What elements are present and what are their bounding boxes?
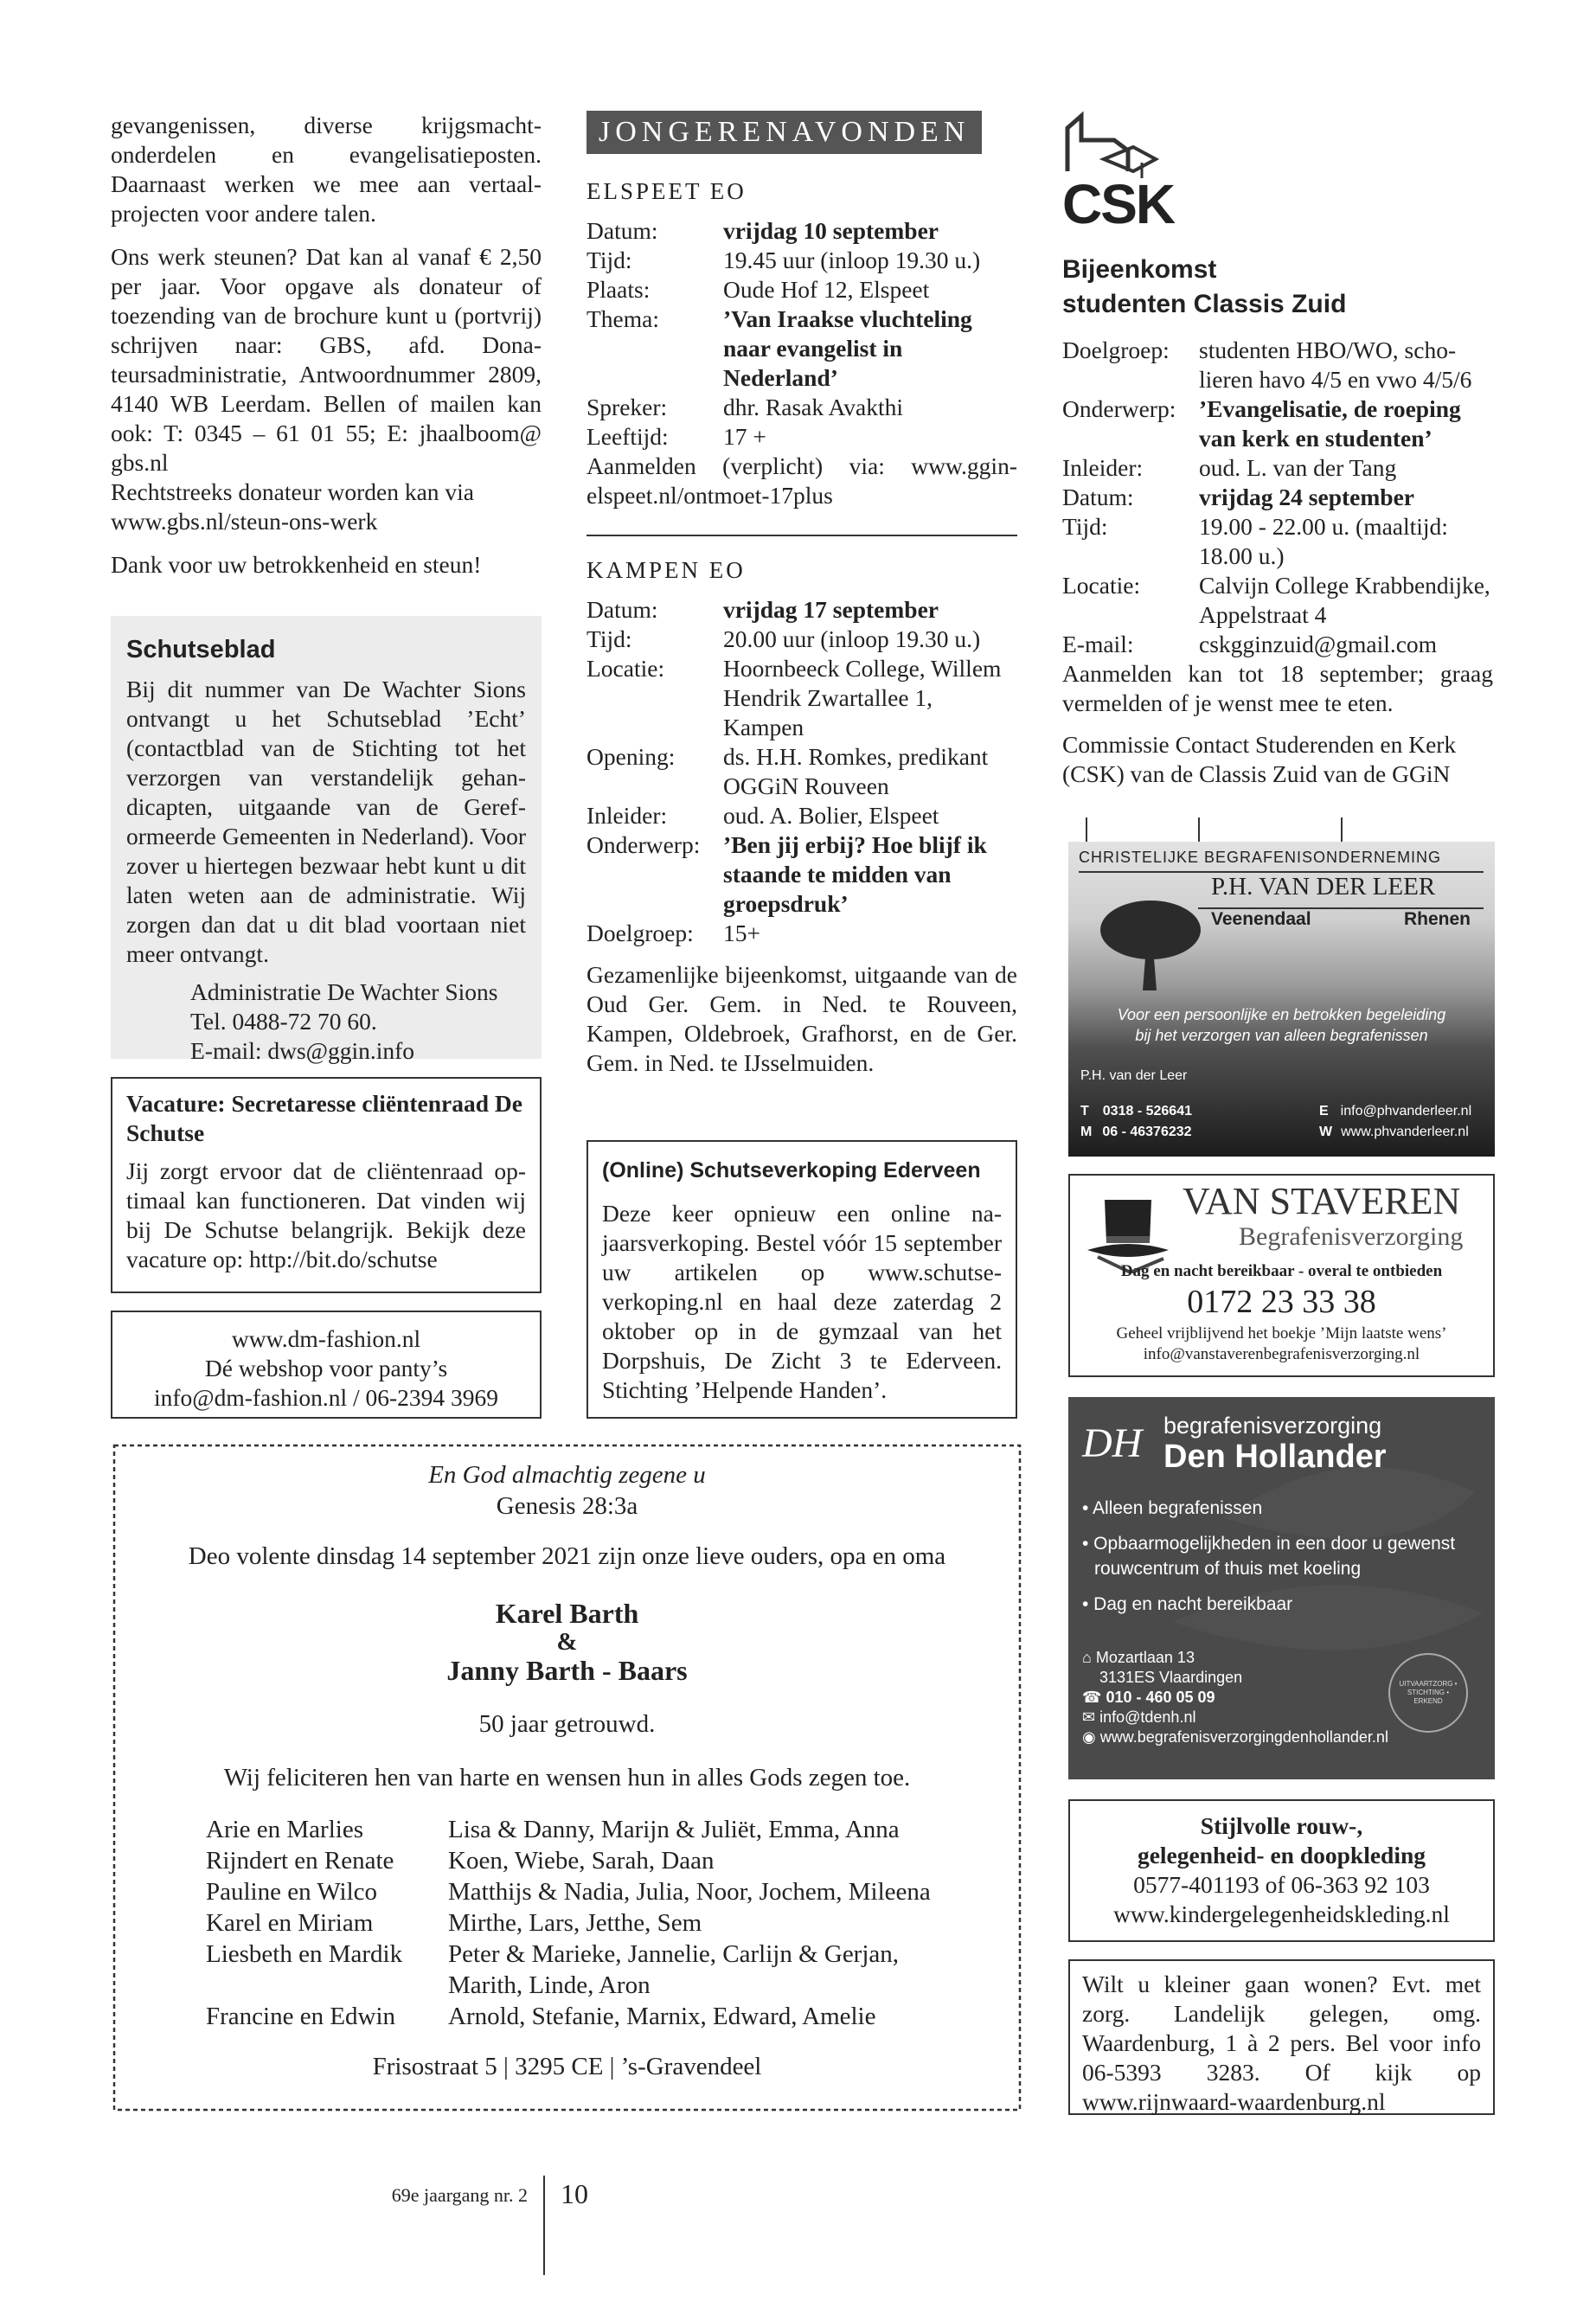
kampen-row [586,742,1017,801]
kampen-row [586,625,1017,654]
vanderleer-city1: Veenendaal [1211,909,1311,929]
csk-wordmark: CSK [1062,173,1175,235]
anniversary-verse: En God almachtig zegene u [428,1461,706,1489]
web-label: W [1319,1125,1333,1139]
seal-text: UITVAARTZORG • STICHTING • ERKEND [1399,1680,1458,1705]
vacature-title: Vacature: Secretaresse cliëntenraad De Schutse [126,1090,522,1146]
address-line-1: Mozartlaan 13 [1095,1649,1195,1666]
anniversary-wish: Wij feliciteren hen van harte en wensen hun in alles Gods zegen toe. [223,1764,911,1791]
kampen-row [586,801,1017,830]
kampen-section [586,555,1017,1078]
elspeet-aanmelden: Aanmelden (verplicht) via: www.gginelspeet.nl/ontmoet-17plus [586,452,1017,509]
elspeet-row [586,393,1017,422]
anniversary-address: Frisostraat 5 | 3295 CE | ’s-Gravendeel [372,2053,762,2080]
kampen-value: 20.00 uur (inloop 19.30 u.) [723,625,981,652]
csk-event-title: Bijeenkomst studenten Classis Zuid [1062,255,1347,318]
elspeet-value: dhr. Rasak Avakthi [723,394,904,420]
csk-value: cskgginzuid@gmail.com [1199,631,1438,657]
kampen-row [586,654,1017,742]
column-left [111,111,542,580]
anniversary-years: 50 jaar getrouwd. [478,1710,656,1738]
kampen-row [586,830,1017,919]
bullet-2: • Opbaarmogelijkheden in een door u gewenst rouwcentrum of thuis met koeling [1082,1534,1456,1579]
kampen-value: ds. H.H. Romkes, predikant OGGiN Rouveen [723,743,989,799]
denhollander-bullets [1082,1496,1480,1617]
web-value[interactable]: www.phvanderleer.nl [1341,1125,1469,1139]
jongerenavonden-header: JONGERENAVONDEN [586,111,982,154]
kampen-label: Doelgroep: [586,920,694,946]
vanderleer-slogan2: bij het verzorgen van alleen begrafenissen [1135,1027,1428,1044]
footer-volume: 69e jaargang nr. 2 [391,2184,528,2206]
elspeet-label: Plaats: [586,276,651,303]
vanstaveren-phone[interactable]: 0172 23 33 38 [1187,1284,1376,1320]
csk-label: Datum: [1062,484,1134,510]
vanstaveren-ad [1068,1174,1495,1377]
dmfashion-contact: info@dm-fashion.nl / 06-2394 3969 [153,1384,499,1411]
email-label: E [1319,1104,1329,1118]
elspeet-details [586,216,1017,452]
elspeet-label: Tijd: [586,247,632,273]
top-hat-icon [1080,1191,1176,1273]
family-table [206,1814,933,2032]
kampen-label: Locatie: [586,655,665,682]
kampen-label: Opening: [586,743,676,770]
vanderleer-slogan1: Voor een persoonlijke en betrokken begeleiding [1117,1006,1446,1023]
family-row [206,2001,933,2032]
family-couple: Arie en Marlies [206,1816,363,1843]
vanderleer-ad [1068,817,1495,1157]
csk-label: Onderwerp: [1062,395,1176,422]
csk-commissie: Commissie Contact Studerenden en Kerk (CSK) van de Classis Zuid van de GGiN [1062,731,1457,787]
phone-value[interactable]: 0318 - 526641 [1102,1104,1192,1118]
family-children: Peter & Marieke, Jannelie, Carlijn & Gerjan, Marith, Linde, Aron [448,1940,900,1999]
thanks-line: Dank voor uw betrokkenheid en steun! [111,551,482,578]
vanderleer-online [1319,1101,1471,1143]
phone-icon: ☎ [1082,1689,1102,1706]
footer-divider [543,2176,545,2275]
bullet-3: • Dag en nacht bereikbaar [1082,1594,1293,1614]
family-row [206,1939,933,2001]
kleding-ad [1068,1799,1495,1942]
csk-row [1062,571,1493,630]
schutseblad-body: Bij dit nummer van De Wachter Sions ontvangt u het Schutseblad ’Echt’ (contactblad van de Stichting tot het verzorgen van verstandelijk gehandicapten, uitgaande van de Gereformeerde Gemeenten in Nederland). Voor zover u hiertegen bezwaar hebt kunt u dit laten weten aan de administratie. Wij zorgen dan dat u dit blad voortaan niet meer ontvangt. [126,676,526,967]
kampen-title: KAMPEN EO [586,557,746,583]
mobile-value[interactable]: 06 - 46376232 [1102,1125,1192,1139]
vanderleer-person: P.H. van der Leer [1080,1068,1188,1083]
family-couple: Liesbeth en Mardik [206,1940,403,1968]
csk-label: Locatie: [1062,572,1141,599]
kampen-row [586,595,1017,625]
vanstaveren-line: Dag en nacht bereikbaar - overal te ontbieden [1120,1262,1443,1280]
vacature-box [111,1077,542,1293]
kleding-web[interactable]: www.kindergelegenheidskleding.nl [1113,1900,1450,1927]
globe-icon: ◉ [1082,1728,1096,1746]
kampen-row [586,919,1017,948]
anniversary-intro: Deo volente dinsdag 14 september 2021 zijn onze lieve ouders, opa en oma [188,1542,946,1570]
elspeet-row [586,304,1017,393]
csk-label: Tijd: [1062,513,1108,540]
csk-row [1062,630,1493,659]
dmfashion-tagline: Dé webshop voor panty’s [204,1355,448,1381]
kampen-label: Inleider: [586,802,668,829]
elspeet-row [586,422,1017,452]
csk-label: Doelgroep: [1062,336,1170,363]
schutseblad-box [111,616,542,1064]
kleding-phones: 0577-401193 of 06-363 92 103 [1133,1871,1430,1898]
csk-value: ’Evangelisatie, de roeping van kerk en studenten’ [1199,395,1461,452]
family-couple: Rijndert en Renate [206,1847,394,1875]
vanstaveren-name: VAN STAVEREN [1183,1180,1461,1222]
csk-aanmelden: Aanmelden kan tot 18 september; graag vermelden of je wenst mee te eten. [1062,660,1493,716]
elspeet-label: Thema: [586,305,659,332]
kampen-value: ’Ben jij erbij? Hoe blijf ik staande te midden van groepsdruk’ [723,831,987,917]
family-row [206,1845,933,1876]
elspeet-label: Leeftijd: [586,423,669,450]
csk-label: E-mail: [1062,631,1134,657]
csk-row [1062,512,1493,571]
bullet-1: • Alleen begrafenissen [1082,1498,1263,1518]
vanstaveren-sub: Begrafenisverzorging [1239,1222,1464,1251]
mobile-label: M [1080,1125,1093,1139]
family-couple: Francine en Edwin [206,2003,396,2030]
vanderleer-phones [1080,1101,1192,1143]
phone-label: T [1080,1104,1089,1118]
csk-row [1062,394,1493,453]
elspeet-title: ELSPEET EO [586,178,747,204]
anniversary-ref: Genesis 28:3a [496,1492,638,1520]
kleding-title: Stijlvolle rouw-, gelegenheid- en doopkleding [1137,1812,1426,1868]
column-right [1062,111,1493,789]
intro-paragraph: gevangenissen, diverse krijgsmachtonderdelen en evangelisatieposten. Daarnaast werken we mee aan vertaalprojecten voor andere talen. [111,112,542,227]
schutseblad-tel: Tel. 0488-72 70 60. [190,1008,377,1035]
wonen-ad [1068,1959,1495,2115]
family-children: Matthijs & Nadia, Julia, Noor, Jochem, Mileena [448,1878,931,1906]
support-paragraph: Ons werk steunen? Dat kan al vanaf € 2,50 per jaar. Voor opgave als donateur of toezending van de brochure kunt u (portvrij) schrijven naar: GBS, afd. Donateursadministratie, Antwoordnummer 2809, 4140 WB Leerdam. Bellen of mailen kan ook: T: 0345 – 61 01 55; E: jhaalboom@ gbs.nl [111,243,542,476]
schutseblad-email[interactable]: E-mail: dws@ggin.info [190,1037,415,1064]
kampen-label: Datum: [586,596,658,623]
family-children: Mirthe, Lars, Jetthe, Sem [448,1909,702,1937]
denhollander-sub: begrafenisverzorging [1163,1413,1382,1439]
elspeet-value: Oude Hof 12, Elspeet [723,276,930,303]
csk-label: Inleider: [1062,454,1144,481]
vanderleer-city2: Rhenen [1404,909,1471,929]
section-divider [586,535,1017,536]
kampen-label: Onderwerp: [586,831,701,858]
csk-value: Calvijn College Krabbendijke, Appelstraat 4 [1199,572,1490,628]
family-couple: Karel en Miriam [206,1909,374,1937]
kampen-value: Hoornbeeck College, Willem Hendrik Zwartallee 1, Kampen [723,655,1002,740]
elspeet-value: vrijdag 10 september [723,217,939,244]
family-children: Arnold, Stefanie, Marnix, Edward, Amelie [448,2003,876,2030]
csk-row [1062,453,1493,483]
anniversary-name2: Janny Barth - Baars [446,1655,688,1686]
vanderleer-name: P.H. VAN DER LEER [1211,873,1436,901]
dmfashion-box [111,1311,542,1419]
address-line-2: 3131ES Vlaardingen [1099,1669,1243,1686]
schutseblad-title: Schutseblad [126,636,276,663]
csk-value: 19.00 - 22.00 u. (maaltijd: 18.00 u.) [1199,513,1448,569]
denhollander-web[interactable]: www.begrafenisverzorgingdenhollander.nl [1099,1728,1388,1746]
family-children: Lisa & Danny, Marijn & Juliët, Emma, Anna [448,1816,900,1843]
csk-row [1062,483,1493,512]
wonen-text: Wilt u kleiner gaan wonen? Evt. met zorg. Landelijk gelegen, omg. Waardenburg, 1 à 2 pers. Bel voor info 06-5393 3283. Of kijk op www.rijnwaard-waardenburg.nl [1082,1971,1481,2115]
elspeet-row [586,246,1017,275]
kampen-details [586,595,1017,948]
elspeet-value: ’Van Iraakse vluchteling naar evangelist in Nederland’ [723,305,972,391]
anniversary-amp: & [556,1628,578,1656]
elspeet-section [586,176,1017,510]
vacature-body: Jij zorgt ervoor dat de cliëntenraad optimaal kan functioneren. Dat vinden wij bij De Schutse belangrijk. Bekijk deze vacature op: http://bit.do/schutse [126,1157,526,1272]
csk-value: oud. L. van der Tang [1199,454,1397,481]
csk-logo [1062,111,1493,235]
elspeet-row [586,216,1017,246]
vanstaveren-email[interactable]: info@vanstaverenbegrafenisverzorging.nl [1143,1345,1420,1363]
tree-icon [1094,895,1207,990]
direct-donor-line: Rechtstreeks donateur worden kan via www.gbs.nl/steun-ons-werk [111,478,474,535]
vanstaveren-note: Geheel vrijblijvend het boekje ’Mijn laatste wens’ [1116,1324,1447,1343]
elspeet-row [586,275,1017,304]
kampen-value: oud. A. Bolier, Elspeet [723,802,939,829]
csk-value: studenten HBO/WO, scholieren havo 4/5 en vwo 4/5/6 [1199,336,1472,393]
erkend-seal [1388,1653,1468,1733]
home-icon: ⌂ [1082,1649,1092,1666]
csk-value: vrijdag 24 september [1199,484,1414,510]
kampen-footer: Gezamenlijke bijeenkomst, uitgaande van de Oud Ger. Gem. in Ned. te Rouveen, Kampen, Oldebroek, Grafhorst, en de Ger. Gem. in Ned. te IJsselmuiden. [586,961,1017,1076]
elspeet-label: Spreker: [586,394,668,420]
page-number: 10 [561,2178,588,2209]
csk-row [1062,336,1493,394]
elspeet-value: 19.45 uur (inloop 19.30 u.) [723,247,981,273]
kampen-value: vrijdag 17 september [723,596,939,623]
denhollander-email[interactable]: info@tdenh.nl [1099,1708,1196,1726]
denhollander-name: Den Hollander [1163,1439,1387,1475]
denhollander-contact [1082,1648,1388,1747]
mail-icon: ✉ [1082,1708,1096,1726]
verkoping-body: Deze keer opnieuw een online najaarsverkoping. Bestel vóór 15 september uw artikelen op www.schutseverkoping.nl en haal deze zaterdag 2 oktober op in de gymzaal van het Dorpshuis, De Zicht 3 te Ederveen. Stichting ’Helpende Handen’. [602,1200,1002,1403]
dmfashion-url[interactable]: www.dm-fashion.nl [231,1325,421,1352]
denhollander-logo: DH [1082,1420,1143,1466]
verkoping-box [586,1140,1017,1419]
anniversary-box [111,1440,1023,2115]
vanderleer-top: CHRISTELIJKE BEGRAFENISONDERNEMING [1079,849,1442,866]
denhollander-phone[interactable]: 010 - 460 05 09 [1106,1689,1215,1706]
family-row [206,1814,933,1845]
elspeet-label: Datum: [586,217,658,244]
elspeet-value: 17 + [723,423,766,450]
column-middle [586,111,1017,1078]
schutseblad-admin: Administratie De Wachter Sions [190,978,498,1005]
family-row [206,1876,933,1907]
anniversary-name1: Karel Barth [495,1598,639,1629]
family-row [206,1907,933,1939]
kampen-label: Tijd: [586,625,632,652]
denhollander-ad [1068,1397,1495,1779]
family-couple: Pauline en Wilco [206,1878,378,1906]
csk-details [1062,336,1493,659]
email-value[interactable]: info@phvanderleer.nl [1340,1104,1472,1118]
kampen-value: 15+ [723,920,761,946]
family-children: Koen, Wiebe, Sarah, Daan [448,1847,715,1875]
verkoping-title: (Online) Schutseverkoping Ederveen [602,1158,981,1183]
